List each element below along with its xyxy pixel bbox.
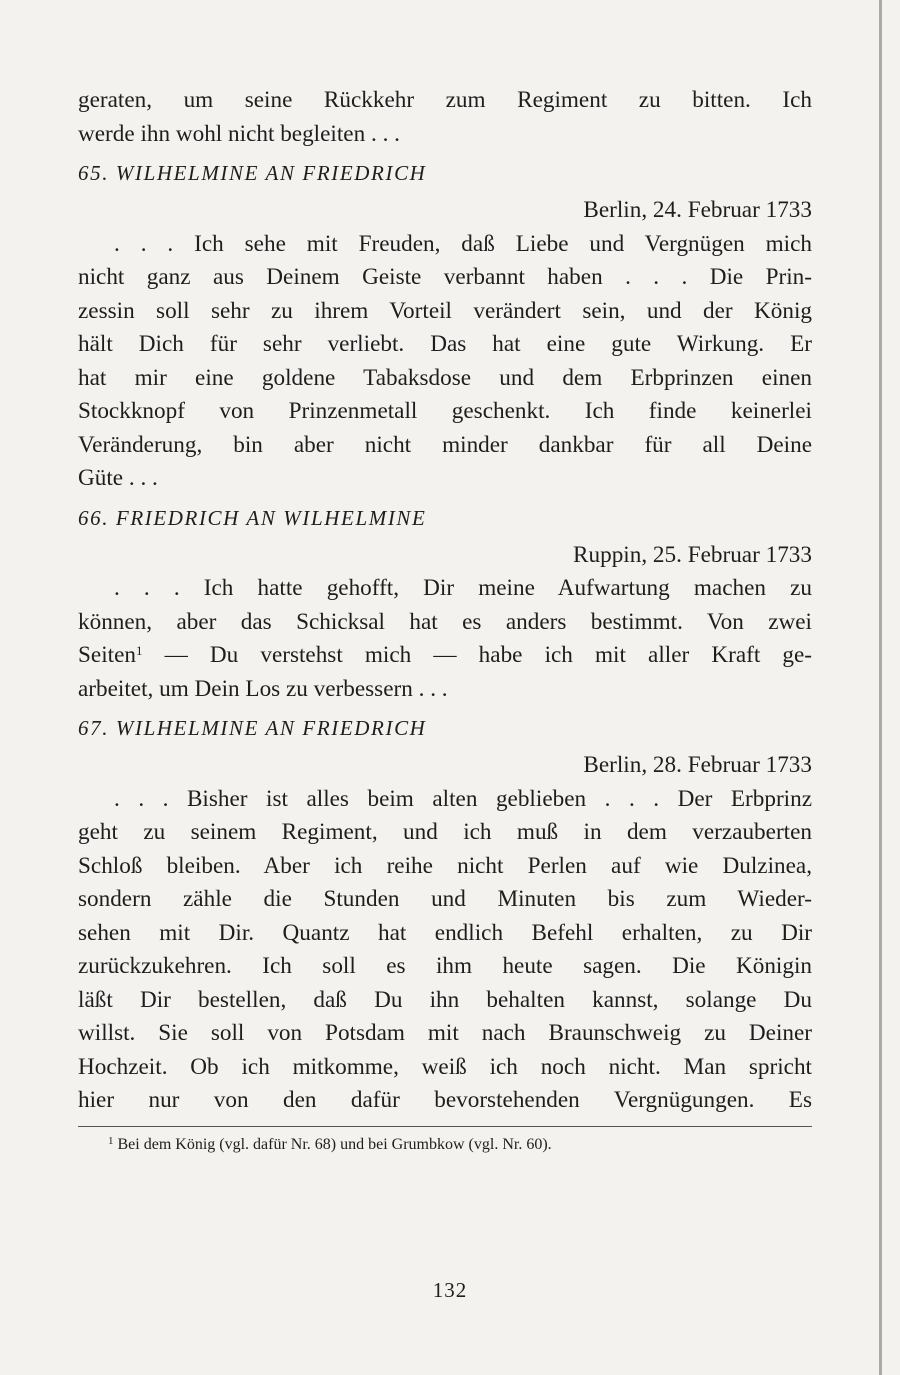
letter-dateline: Berlin, 24. Februar 1733 xyxy=(583,197,812,223)
text-fragment: — Du verstehst mich — habe ich mit aller Kraft ge- xyxy=(164,642,812,668)
letter-heading: 65. WILHELMINE AN FRIEDRICH xyxy=(78,161,427,185)
text-line: können, aber das Schicksal hat es anders bestimmt. Von zwei xyxy=(78,608,812,635)
text-line: Stockknopf von Prinzenmetall geschenkt. Ich finde keinerlei xyxy=(78,398,812,424)
text-line: geraten, um seine Rückkehr zum Regiment zu bitten. Ich xyxy=(78,87,812,113)
text-line: läßt Dir bestellen, daß Du ihn behalten kannst, solange Du xyxy=(78,986,812,1013)
footnote-word: Seiten xyxy=(78,642,136,668)
text-line: Güte . . . xyxy=(78,465,158,491)
letter-heading: 67. WILHELMINE AN FRIEDRICH xyxy=(78,716,427,740)
text-line: hält Dich für sehr verliebt. Das hat eine gute Wirkung. Er xyxy=(78,331,812,357)
text-line: nicht ganz aus Deinem Geiste verbannt haben . . . Die Prin- xyxy=(78,264,812,290)
text-line: zurückzukehren. Ich soll es ihm heute sagen. Die Königin xyxy=(78,953,812,979)
text-line: geht zu seinem Regiment, und ich muß in dem verzauberten xyxy=(78,819,812,845)
footnote-text: Bei dem König (vgl. dafür Nr. 68) und bei Grumbkow (vgl. Nr. 60). xyxy=(117,1135,552,1153)
letter-dateline: Ruppin, 25. Februar 1733 xyxy=(573,541,812,568)
text-line: . . . Ich hatte gehofft, Dir meine Aufwartung machen zu xyxy=(114,575,812,601)
book-page xyxy=(78,84,812,1157)
text-line: werde ihn wohl nicht begleiten . . . xyxy=(78,120,400,147)
text-line: . . . Ich sehe mit Freuden, daß Liebe und Vergnügen mich xyxy=(114,230,812,257)
letter-66 xyxy=(78,502,812,707)
page-number: 132 xyxy=(432,1278,468,1302)
text-line: Hochzeit. Ob ich mitkomme, weiß ich noch nicht. Man spricht xyxy=(78,1053,812,1080)
text-line: hier nur von den dafür bevorstehenden Vergnügungen. Es xyxy=(78,1087,812,1113)
letter-65 xyxy=(78,157,812,496)
letter-heading: 66. FRIEDRICH AN WILHELMINE xyxy=(78,505,427,530)
footnote-mark: 1 xyxy=(135,643,143,658)
text-line-with-footnote xyxy=(78,639,812,673)
footnote-divider xyxy=(78,1126,812,1127)
text-line: Schloß bleiben. Aber ich reihe nicht Perlen auf wie Dulzinea, xyxy=(78,852,812,879)
text-line: sehen mit Dir. Quantz hat endlich Befehl erhalten, zu Dir xyxy=(78,919,812,946)
letter-dateline: Berlin, 28. Februar 1733 xyxy=(583,752,812,778)
text-line: sondern zähle die Stunden und Minuten bis zum Wieder- xyxy=(78,886,812,912)
page-edge-shadow xyxy=(879,0,882,1375)
text-line: Veränderung, bin aber nicht minder dankbar für all Deine xyxy=(78,431,812,458)
text-line: arbeitet, um Dein Los zu verbessern . . . xyxy=(78,675,448,702)
text-line: willst. Sie soll von Potsdam mit nach Braunschweig zu Deiner xyxy=(78,1020,812,1046)
footnote-mark: 1 xyxy=(108,1134,114,1147)
text-line: zessin soll sehr zu ihrem Vorteil verändert sein, und der König xyxy=(78,297,812,324)
text-line: . . . Bisher ist alles beim alten geblieben . . . Der Erbprinz xyxy=(114,785,812,812)
text-line: hat mir eine goldene Tabaksdose und dem Erbprinzen einen xyxy=(78,364,812,391)
footnote xyxy=(78,1133,812,1157)
letter-67 xyxy=(78,712,812,1118)
